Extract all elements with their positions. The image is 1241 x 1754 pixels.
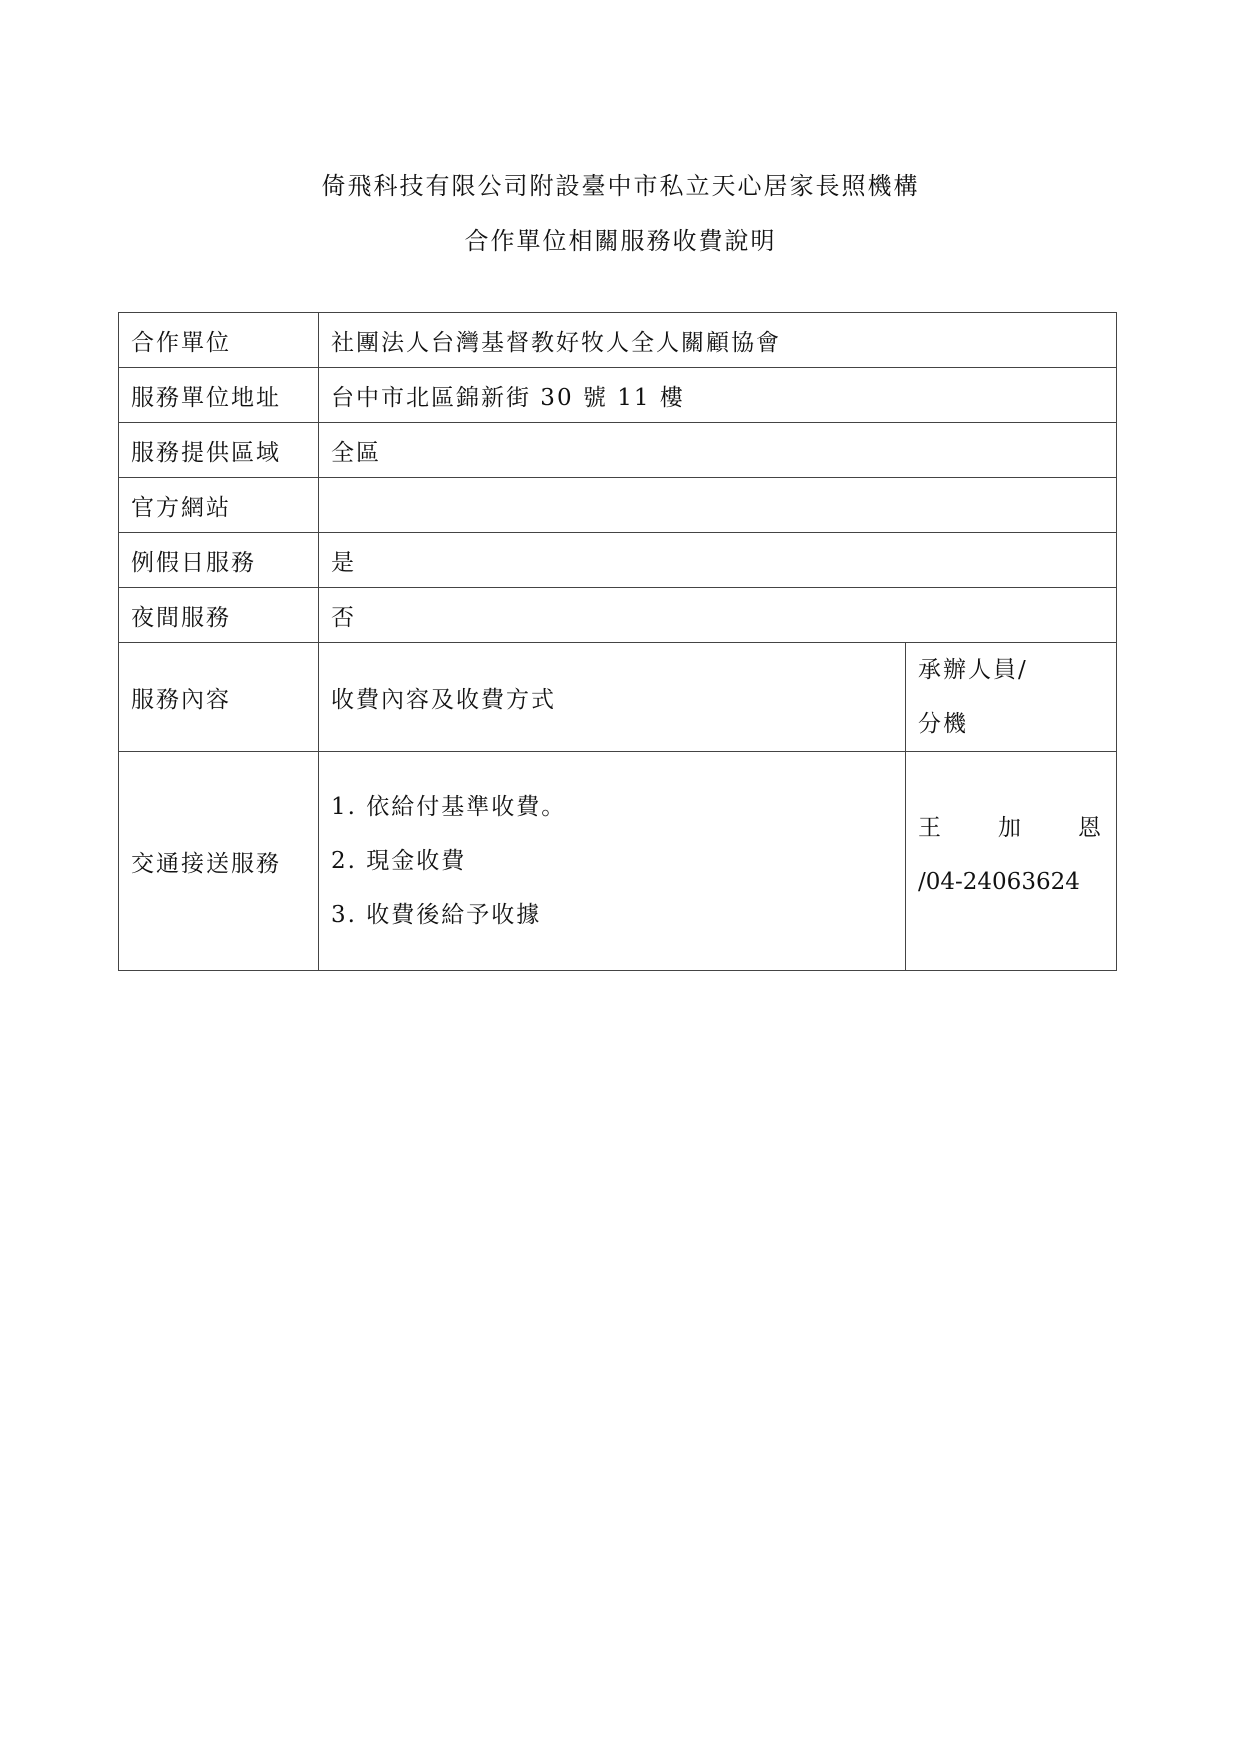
header-contact-line2: 分機 — [918, 711, 968, 737]
service-name: 交通接送服務 — [119, 752, 319, 971]
value-night-service: 否 — [319, 588, 1117, 643]
row-night-service — [119, 588, 1117, 643]
staff-name — [918, 801, 1103, 855]
staff-name-char: 王 — [918, 815, 943, 841]
fee-item: 1. 依給付基準收費。 — [331, 794, 567, 820]
header-fee-content: 收費內容及收費方式 — [319, 643, 906, 752]
fee-header-row — [119, 643, 1117, 752]
header-contact-line1: 承辦人員/ — [918, 657, 1028, 683]
value-partner-unit: 社團法人台灣基督教好牧人全人關顧協會 — [319, 313, 1117, 368]
header-service-content: 服務內容 — [119, 643, 319, 752]
value-holiday-service: 是 — [319, 533, 1117, 588]
row-partner-unit — [119, 313, 1117, 368]
value-service-area: 全區 — [319, 423, 1117, 478]
label-partner-unit: 合作單位 — [119, 313, 319, 368]
label-official-website: 官方網站 — [119, 478, 319, 533]
label-service-area: 服務提供區域 — [119, 423, 319, 478]
service-row-transport — [119, 752, 1117, 971]
label-holiday-service: 例假日服務 — [119, 533, 319, 588]
fee-info-table — [118, 312, 1117, 971]
document-title: 倚飛科技有限公司附設臺中市私立天心居家長照機構 — [321, 172, 920, 200]
document-subtitle: 合作單位相關服務收費說明 — [464, 227, 777, 255]
row-service-area — [119, 423, 1117, 478]
staff-name-char: 加 — [998, 815, 1023, 841]
label-service-address: 服務單位地址 — [119, 368, 319, 423]
fee-item: 2. 現金收費 — [331, 848, 467, 874]
value-official-website — [319, 478, 1117, 533]
value-service-address: 台中市北區錦新街 30 號 11 樓 — [319, 368, 1117, 423]
fee-item: 3. 收費後給予收據 — [331, 902, 542, 928]
row-service-address — [119, 368, 1117, 423]
staff-name-char: 恩 — [1078, 815, 1103, 841]
contact-info — [906, 752, 1117, 971]
fee-items — [319, 752, 906, 971]
staff-phone: /04-24063624 — [918, 869, 1080, 895]
row-official-website — [119, 478, 1117, 533]
row-holiday-service — [119, 533, 1117, 588]
header-contact — [906, 643, 1117, 752]
label-night-service: 夜間服務 — [119, 588, 319, 643]
